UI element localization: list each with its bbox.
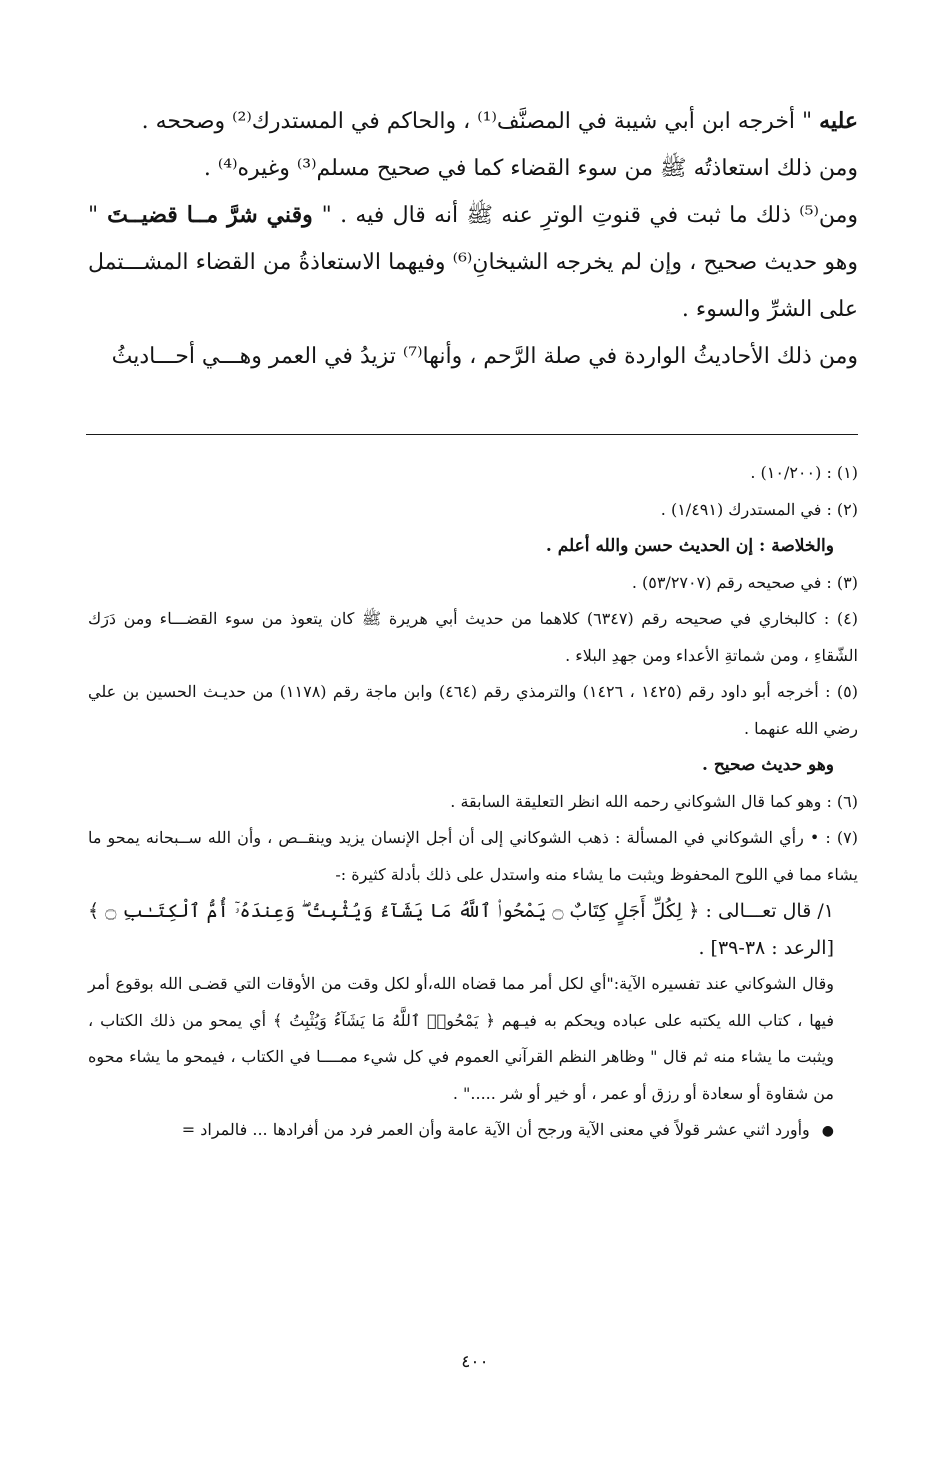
footnote-6: (٦) : وهو كما قال الشوكاني رحمه الله انظر التعليقة السابقة . xyxy=(450,791,858,811)
main-paragraph-1 xyxy=(88,98,858,145)
footnote-7-tafsir: وقال الشوكاني عند تفسيره الآية:"أي لكل أمر مما قضاه الله،أو لكل وقت من الأوقات التي قضـى الله بوقوع أمر فيها ، كتاب الله يكتبه على عباده ويحكم به فيـهم ﴿ يَمْحُوا۟ ٱللَّهُ مَا يَشَآءُ وَيُثْبِتُ ﴾ أي يمحو من ذلك الكتاب ، ويثبت ما يشاء منه ثم قال " وظاهر النظم القرآني العموم في كل شيء ممــــا في الكتاب ، فيمحو ما يشاء محوه من شقاوة أو سعادة أو رزق أو عمر ، أو خير أو شر ....." . xyxy=(88,974,835,1103)
footnote-2-conclusion: والخلاصة : إن الحديث حسن والله أعلم . xyxy=(545,536,834,556)
footnote-4: (٤) : كالبخاري في صحيحه رقم (٦٣٤٧) كلاهما من حديث أبي هريرة ﷺ كان يتعوذ من سوء القضـــاء ومن دَرَك الشّقاءِ ، ومن شماتةِ الأعداء ومن جهدِ البلاء . xyxy=(88,609,858,665)
main-paragraph-4: ومن ذلك الأحاديثُ الواردة في صلة الرَّحم ، وأنها⁽⁷⁾ تزيدُ في العمر وهـــي أحـــاديثُ xyxy=(111,344,858,369)
main-paragraph-3 xyxy=(88,192,858,333)
footnote-1: (١) : (١٠/٢٠٠) . xyxy=(750,463,858,482)
footnotes xyxy=(88,455,858,1150)
main-paragraph-2: ومن ذلك استعاذتُه ﷺ من سوء القضاء كما في صحيح مسلم⁽³⁾ وغيره⁽⁴⁾ . xyxy=(203,156,858,181)
footnote-2: (٢) : في المستدرك (١/٤٩١) . xyxy=(660,499,858,519)
hadith-quote: وقني شرَّ مــا قضيــتَ xyxy=(98,202,322,228)
page-number: ٤٠٠ xyxy=(461,1352,489,1372)
main-text xyxy=(88,98,858,380)
footnote-divider xyxy=(86,434,858,435)
footnote-5: (٥) : أخرجه أبو داود رقم (١٤٢٥ ، ١٤٢٦) والترمذي رقم (٤٦٤) وابن ماجة رقم (١١٧٨) من حديـث الحسين بن علي رضي الله عنهما . xyxy=(88,682,858,738)
footnote-7-bullet: ● وأورد اثني عشر قولاً في معنى الآية ورجح أن الآية عامة وأن العمر فرد من أفرادها ... فالمراد = xyxy=(88,1112,858,1150)
footnote-3: (٣) : في صحيحه رقم (٥٣/٢٧٠٧) . xyxy=(631,572,858,592)
bold-word: عليه xyxy=(819,108,858,134)
footnote-7-verse: ١/ قال تعـــالى : ﴿ لِكُلِّ أَجَلٍ كِتَابٌ ۝ يَمْحُوا۟ ٱللَّهُ مَا يَشَآءُ وَيُثْبِتُ ۖ وَعِندَهُۥٓ أُمُّ ٱلْكِتَـٰبِ ۝ ﴾ [الرعد : ٣٨-٣٩] . xyxy=(88,900,834,959)
paragraph-text: " أخرجه ابن أبي شيبة في المصنَّف⁽¹⁾ ، والحاكم في المستدرك⁽²⁾ وصححه . xyxy=(141,109,820,134)
paragraph-text: " وهو حديث صحيح ، وإن لم يخرجه الشيخانِ⁽⁶⁾ وفيهما الاستعاذةُ من القضاء المشـــتمل على الشرِّ والسوء . xyxy=(88,203,858,322)
paragraph-text: ومن⁽⁵⁾ ذلك ما ثبت في قنوتِ الوترِ عنه ﷺ أنه قال فيه . " xyxy=(321,203,858,228)
footnote-5-conclusion: وهو حديث صحيح . xyxy=(702,755,834,775)
footnote-7: (٧) : • رأي الشوكاني في المسألة : ذهب الشوكاني إلى أن أجل الإنسان يزيد وينقــص ، وأن الله ســبحانه يمحو ما يشاء مما في اللوح المحفوظ ويثبت ما يشاء منه واستدل على ذلك بأدلة كثيرة :- xyxy=(88,828,858,884)
